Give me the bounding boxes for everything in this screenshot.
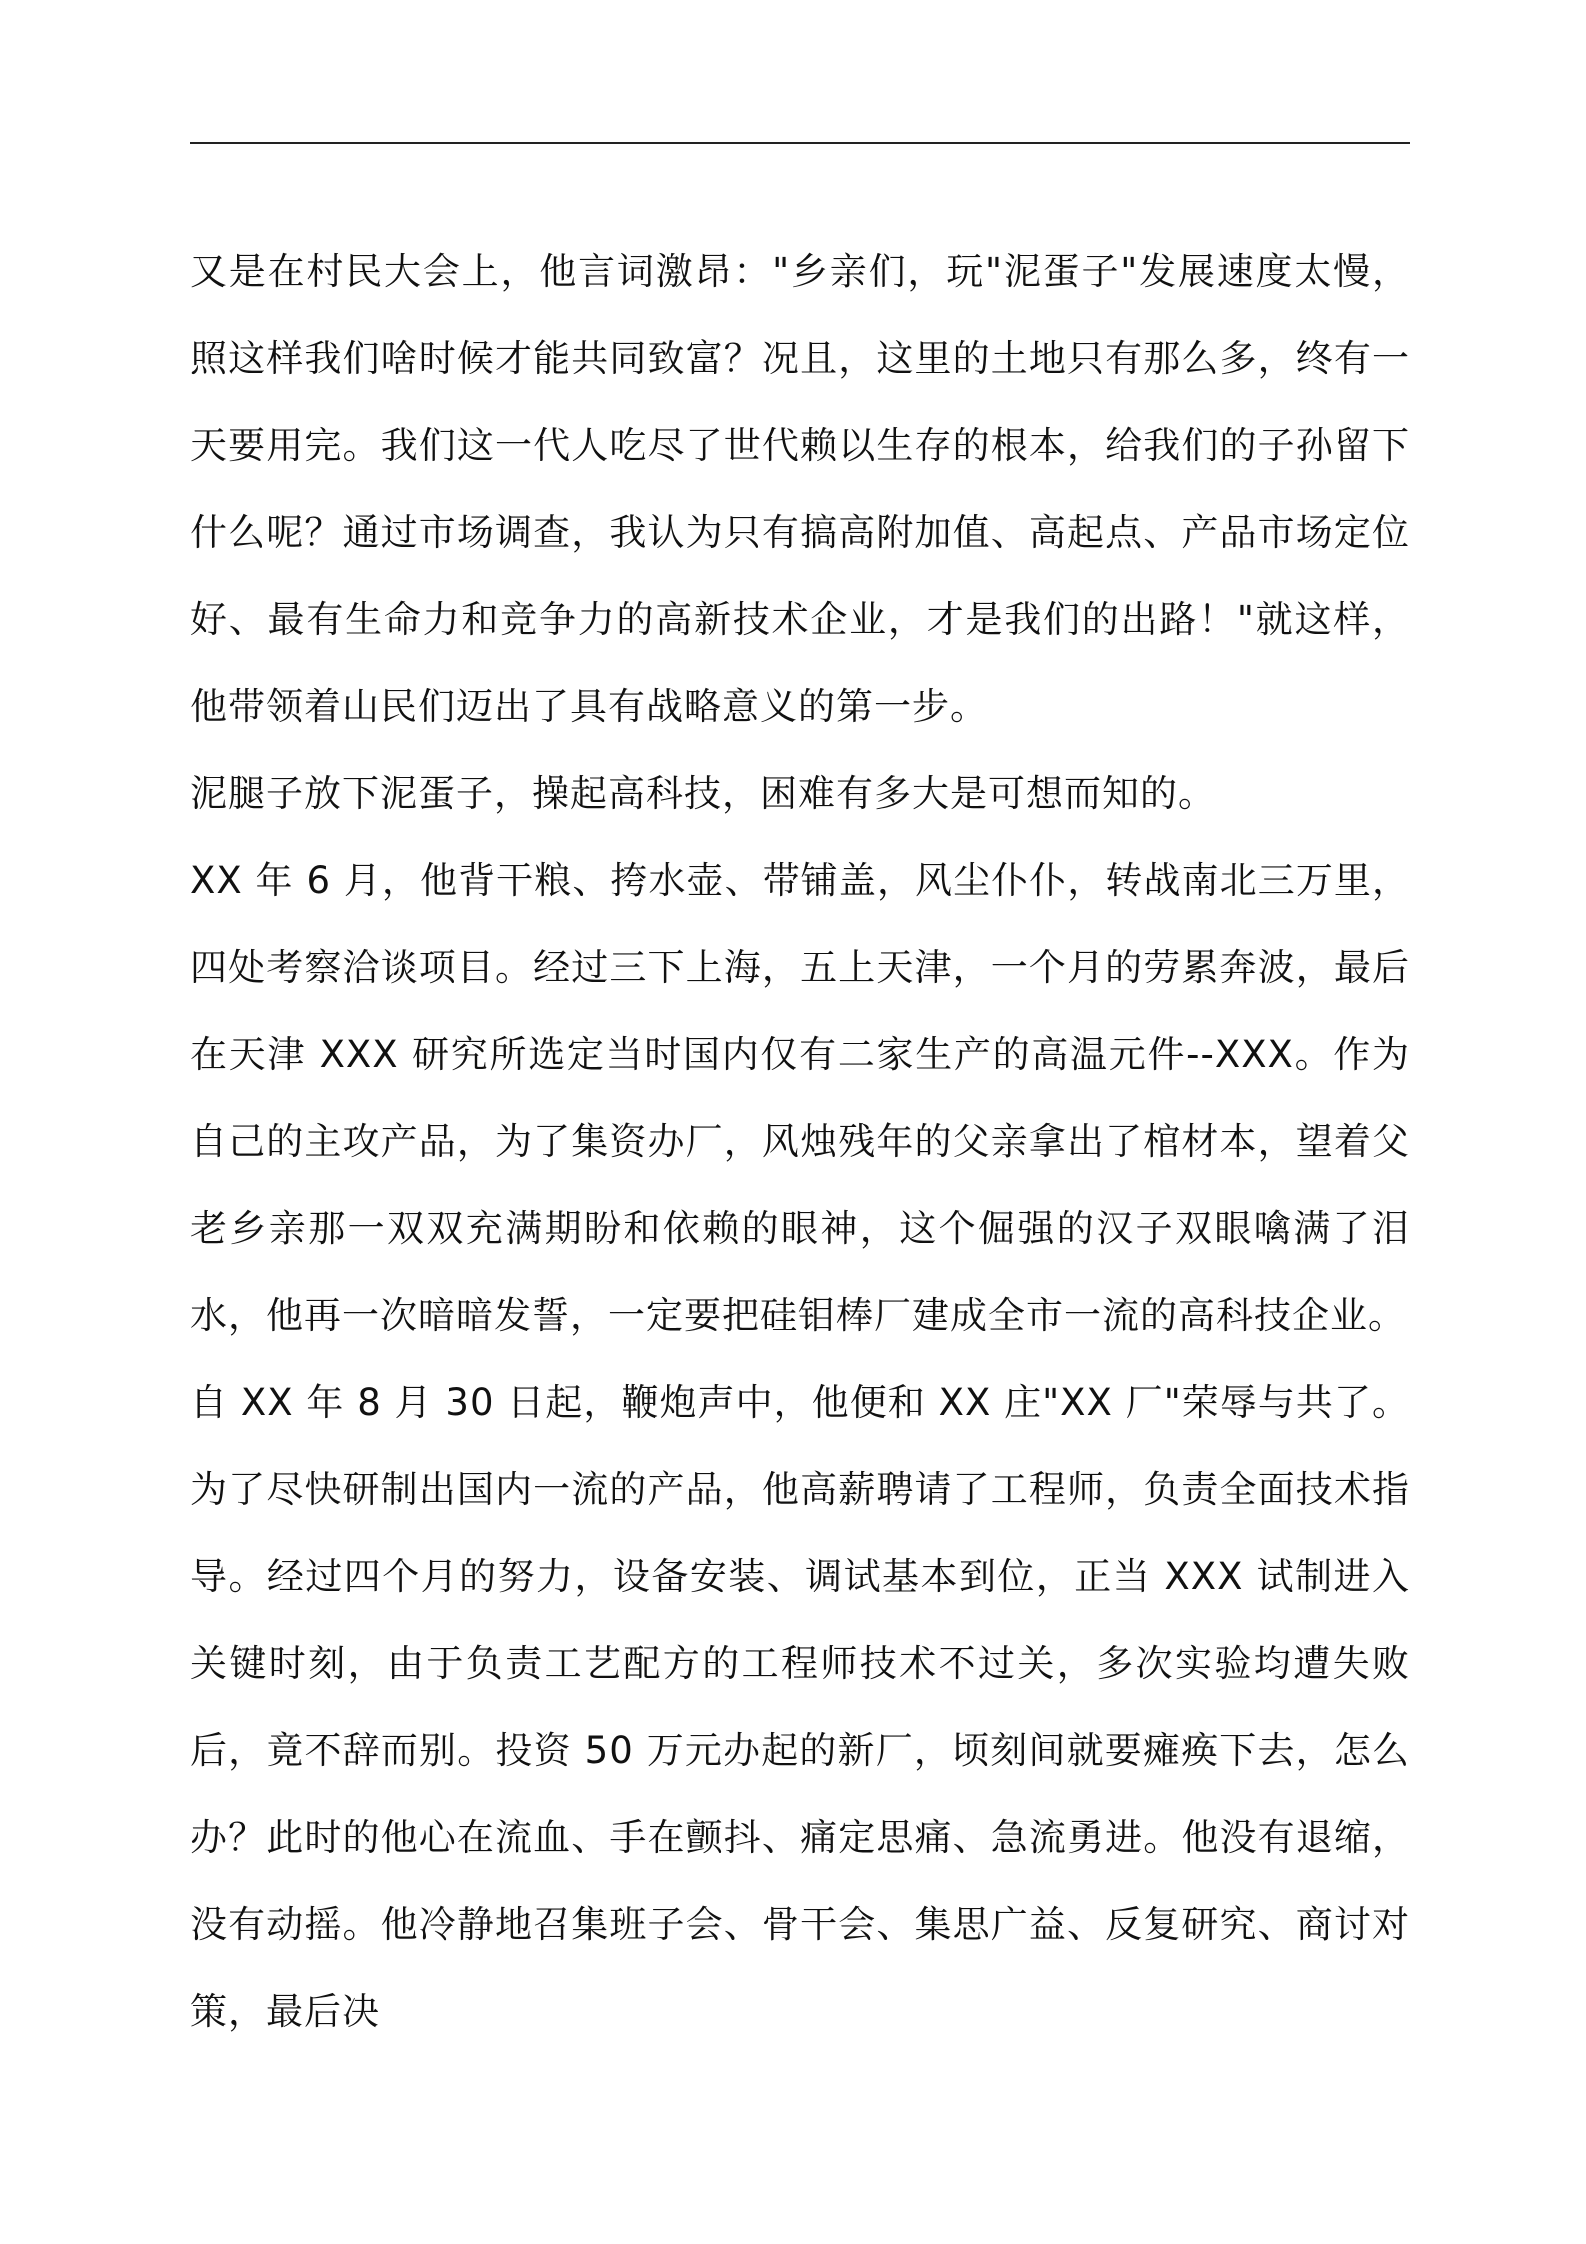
document-body (190, 228, 1410, 2055)
header-rule (190, 142, 1410, 144)
paragraph-4: 自 XX 年 8 月 30 日起，鞭炮声中，他便和 XX 庄"XX 厂"荣辱与共了。为了尽快研制出国内一流的产品，他高薪聘请了工程师，负责全面技术指导。经过四个月的努力，设备安装、调试基本到位，正当 XXX 试制进入关键时刻，由于负责工艺配方的工程师技术不过关，多次实验均遭失败后，竟不辞而别。投资 50 万元办起的新厂，顷刻间就要瘫痪下去，怎么办？此时的他心在流血、手在颤抖、痛定思痛、急流勇进。他没有退缩，没有动摇。他冷静地召集班子会、骨干会、集思广益、反复研究、商讨对策，最后决 (190, 1381, 1410, 2033)
paragraph-1: 又是在村民大会上，他言词激昂："乡亲们，玩"泥蛋子"发展速度太慢，照这样我们啥时候才能共同致富？况且，这里的土地只有那么多，终有一天要用完。我们这一代人吃尽了世代赖以生存的根本，给我们的子孙留下什么呢？通过市场调查，我认为只有搞高附加值、高起点、产品市场定位好、最有生命力和竞争力的高新技术企业，才是我们的出路！"就这样，他带领着山民们迈出了具有战略意义的第一步。 (190, 250, 1410, 728)
paragraph-2: 泥腿子放下泥蛋子，操起高科技，困难有多大是可想而知的。 (190, 772, 1216, 815)
paragraph-3: XX 年 6 月，他背干粮、挎水壶、带铺盖，风尘仆仆，转战南北三万里，四处考察洽谈项目。经过三下上海，五上天津，一个月的劳累奔波，最后在天津 XXX 研究所选定当时国内仅有二家生产的高温元件--XXX。作为自己的主攻产品，为了集资办厂，风烛残年的父亲拿出了棺材本，望着父老乡亲那一双双充满期盼和依赖的眼神，这个倔强的汉子双眼噙满了泪水，他再一次暗暗发誓，一定要把硅钼棒厂建成全市一流的高科技企业。 (190, 859, 1410, 1337)
